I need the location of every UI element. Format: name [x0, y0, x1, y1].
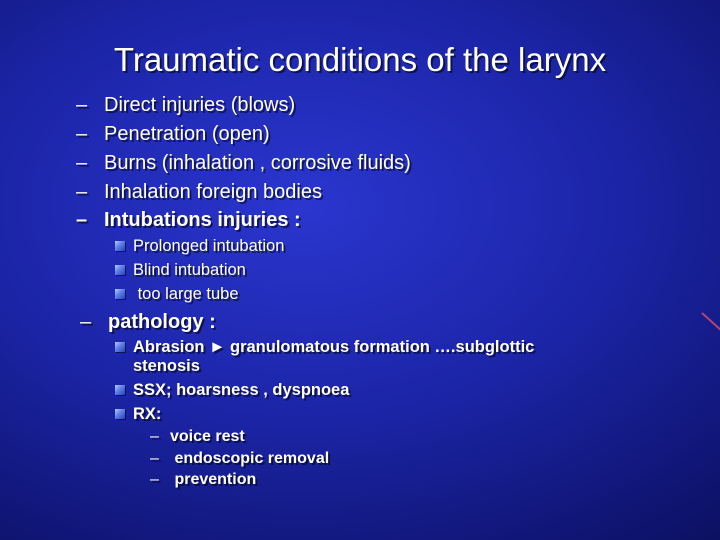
rx-label: RX:: [133, 405, 162, 423]
list-item-label: Penetration (open): [104, 123, 270, 145]
square-bullet-icon: [115, 409, 125, 419]
pathology-label: pathology :: [108, 311, 216, 333]
dash-marker: –: [150, 428, 159, 445]
dash-marker: –: [150, 450, 159, 467]
ssx-label: SSX; hoarsness , dyspnoea: [133, 381, 350, 399]
square-bullet-icon: [115, 385, 125, 395]
square-bullet-icon: [115, 241, 125, 251]
abrasion-line-1: Abrasion ► granulomatous formation ….subglottic: [133, 338, 535, 356]
square-bullet-icon: [115, 342, 125, 352]
dash-marker: –: [80, 311, 92, 333]
dash-marker: –: [76, 152, 88, 174]
rx-item-label: endoscopic removal: [170, 450, 330, 467]
dash-marker: –: [76, 94, 88, 116]
rx-item-label: voice rest: [170, 428, 245, 445]
dash-marker: –: [76, 123, 88, 145]
list-item-label: Direct injuries (blows): [104, 94, 296, 116]
abrasion-line-2: stenosis: [133, 357, 200, 375]
slide-title: Traumatic conditions of the larynx: [113, 41, 607, 78]
rx-item-label: prevention: [170, 471, 257, 488]
dash-marker: –: [76, 209, 88, 231]
sub-item-label: Blind intubation: [133, 261, 246, 279]
sub-item-label: too large tube: [133, 285, 239, 303]
decorative-line: [701, 312, 720, 334]
dash-marker: –: [150, 471, 159, 488]
sub-item-label: Prolonged intubation: [133, 237, 285, 255]
square-bullet-icon: [115, 289, 125, 299]
list-item-label: Intubations injuries :: [104, 209, 301, 231]
square-bullet-icon: [115, 265, 125, 275]
list-item-label: Burns (inhalation , corrosive fluids): [104, 152, 411, 174]
list-item-label: Inhalation foreign bodies: [104, 181, 322, 203]
dash-marker: –: [76, 181, 88, 203]
